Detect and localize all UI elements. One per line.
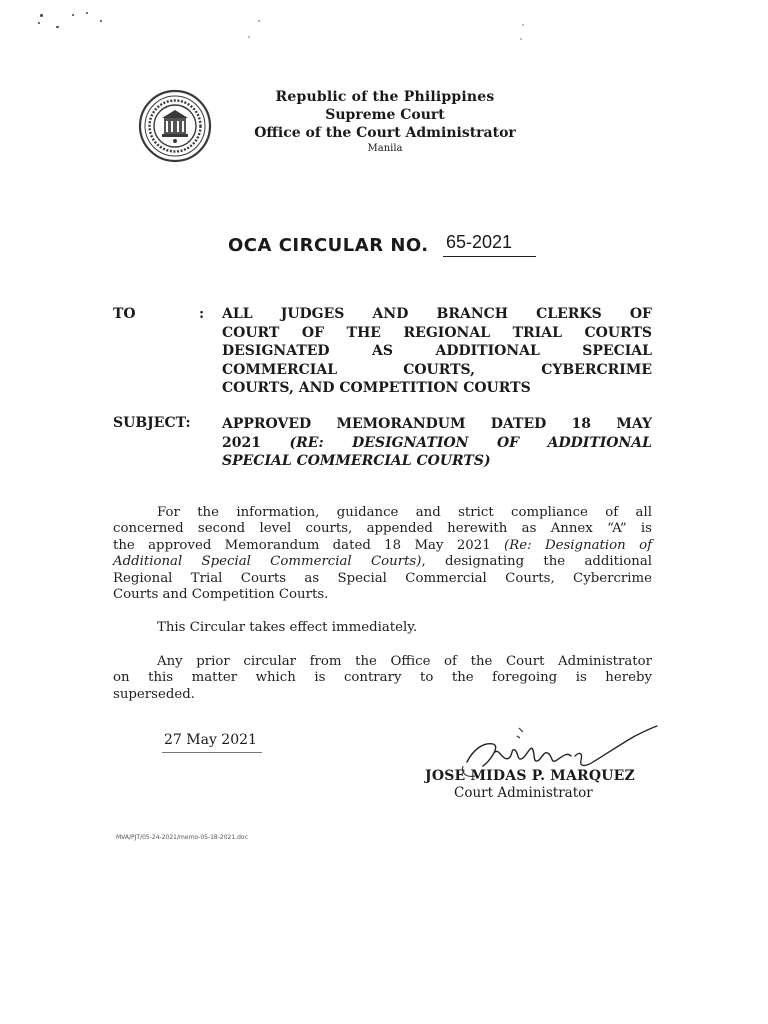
letterhead-office: Office of the Court Administrator bbox=[254, 125, 516, 141]
scan-speck bbox=[40, 14, 43, 17]
file-reference: MVA/PJT/05-24-2021/memo-05-18-2021.doc bbox=[116, 834, 248, 841]
body-paragraph-2 bbox=[113, 620, 652, 636]
paragraph-line: Any prior circular from the Office of the Court Administrator bbox=[157, 654, 652, 669]
paragraph-line bbox=[113, 538, 652, 554]
signatory-name: JOSE MIDAS P. MARQUEZ bbox=[425, 768, 635, 784]
addressee-label: TO bbox=[113, 306, 136, 322]
paragraph-line: Courts and Competition Courts. bbox=[113, 586, 329, 602]
paragraph-line bbox=[113, 554, 652, 570]
paragraph-line: This Circular takes effect immediately. bbox=[157, 620, 418, 635]
addressee-line: DESIGNATED AS ADDITIONAL SPECIAL bbox=[222, 343, 652, 360]
scan-speck bbox=[72, 14, 74, 16]
subject-line bbox=[222, 434, 652, 453]
circular-date: 27 May 2021 bbox=[164, 732, 257, 748]
subject-line: APPROVED MEMORANDUM DATED 18 MAY bbox=[222, 416, 652, 432]
supreme-court-seal-icon bbox=[137, 88, 213, 164]
paragraph-line: Regional Trial Courts as Special Commercial Courts, Cybercrime bbox=[113, 570, 652, 586]
scan-speck bbox=[248, 36, 250, 38]
memo-reference: the approved Memorandum dated 18 May 2021 bbox=[113, 537, 505, 553]
letterhead-supreme-court: Supreme Court bbox=[325, 107, 445, 123]
paragraph-line: on this matter which is contrary to the foregoing is hereby bbox=[113, 670, 652, 686]
paragraph-text: , designating the additional bbox=[421, 554, 652, 570]
scan-speck bbox=[86, 12, 88, 14]
paragraph-line: concerned second level courts, appended herewith as Annex “A” is bbox=[113, 521, 652, 537]
letterhead-republic: Republic of the Philippines bbox=[275, 89, 495, 105]
scan-speck bbox=[520, 38, 522, 40]
letterhead-city: Manila bbox=[367, 143, 403, 154]
addressee-line: ALL JUDGES AND BRANCH CLERKS OF bbox=[222, 306, 652, 322]
subject-label: SUBJECT: bbox=[113, 415, 191, 431]
scan-speck bbox=[100, 20, 102, 22]
subject-re-text: (RE: DESIGNATION OF ADDITIONAL bbox=[289, 434, 652, 451]
scan-speck bbox=[522, 24, 524, 26]
circular-number-underline bbox=[443, 256, 536, 257]
paragraph-line: superseded. bbox=[113, 686, 195, 702]
circular-number: 65-2021 bbox=[446, 232, 513, 252]
scan-speck bbox=[56, 26, 59, 28]
scan-speck bbox=[38, 22, 40, 24]
addressee-line: COMMERCIAL COURTS, CYBERCRIME bbox=[222, 361, 652, 378]
addressee-text bbox=[222, 305, 652, 398]
date-underline bbox=[162, 752, 262, 753]
subject-line: SPECIAL COMMERCIAL COURTS) bbox=[222, 453, 491, 470]
scan-speck bbox=[258, 20, 260, 22]
memo-re-text: Additional Special Commercial Courts) bbox=[113, 554, 422, 570]
signatory-title: Court Administrator bbox=[454, 785, 593, 801]
subject-text bbox=[222, 415, 652, 471]
addressee-line: COURT OF THE REGIONAL TRIAL COURTS bbox=[222, 324, 652, 341]
circular-title: OCA CIRCULAR NO. bbox=[228, 235, 429, 256]
addressee-line: COURTS, AND COMPETITION COURTS bbox=[222, 380, 531, 397]
memo-re-text: (Re: Designation of bbox=[504, 537, 652, 553]
addressee-colon: : bbox=[199, 306, 205, 322]
body-paragraph-1 bbox=[113, 505, 652, 603]
body-paragraph-3 bbox=[113, 654, 652, 703]
subject-year: 2021 bbox=[222, 434, 290, 451]
paragraph-line: For the information, guidance and strict compliance of all bbox=[157, 505, 652, 520]
